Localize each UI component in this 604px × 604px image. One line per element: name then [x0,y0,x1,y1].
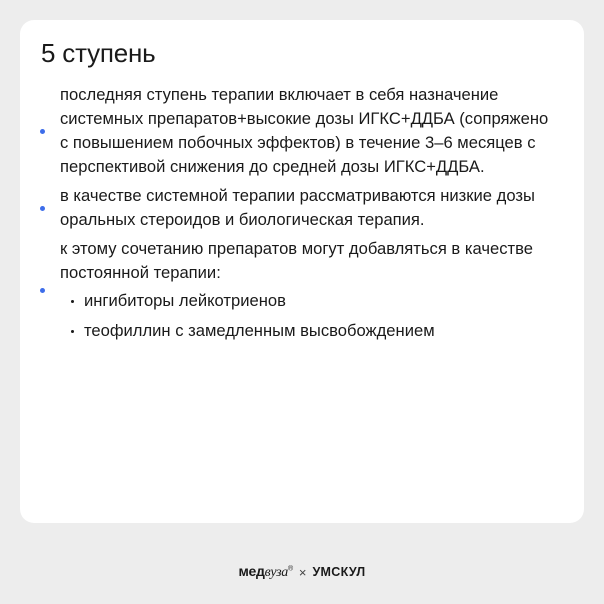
medvuza-logo-text-a: мед [238,563,265,579]
cross-separator-icon: × [298,564,307,580]
sub-list-item [60,319,560,343]
list-item [40,83,560,179]
list-item-text: к этому сочетанию препаратов могут добавляться в качестве постоянной терапии: [60,239,533,282]
content-card [20,20,584,523]
sub-bullet-icon [71,300,74,303]
sub-list-item-text: ингибиторы лейкотриенов [84,291,286,310]
sub-list [60,289,560,343]
umskul-logo: УМСКУЛ [312,565,366,579]
bullet-dot-icon [40,288,45,293]
bullet-dot-icon [40,129,45,134]
medvuza-logo-text-b: вуза [264,565,289,580]
bullet-dot-icon [40,206,45,211]
sub-list-item-text: теофиллин с замедленным высвобождением [84,321,435,340]
sub-bullet-icon [71,330,74,333]
bullet-list [40,83,560,349]
medvuza-logo [239,563,293,581]
footer-logos [0,560,604,584]
list-item [40,184,560,232]
page-title: 5 ступень [41,38,156,68]
registered-mark: ® [288,565,293,573]
list-item-text: в качестве системной терапии рассматриваются низкие дозы оральных стероидов и биологическая терапия. [60,186,535,229]
list-item-text: последняя ступень терапии включает в себя назначение системных препаратов+высокие дозы ИГКС+ДДБА (сопряжено с повышением побочных эффектов) в течение 3–6 месяцев с перспективой снижения до средней дозы ИГКС+ДДБА. [60,85,549,176]
list-item [40,237,560,343]
sub-list-item [60,289,560,313]
